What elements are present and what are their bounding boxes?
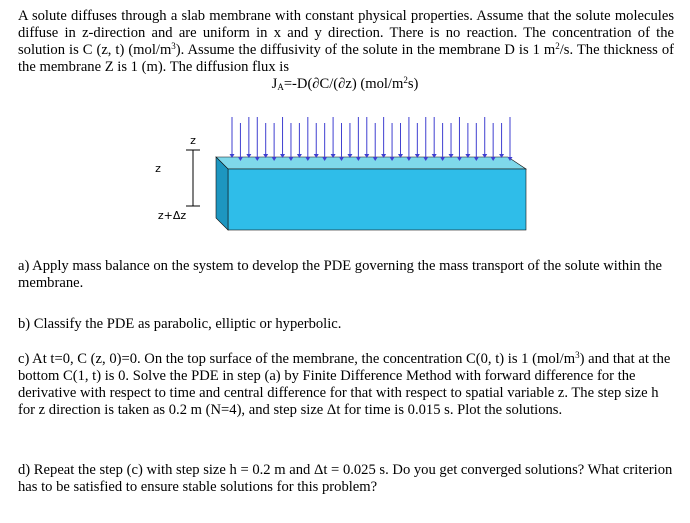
- membrane-diagram: [0, 110, 690, 240]
- flux-arrows: [230, 117, 513, 161]
- part-a: a) Apply mass balance on the system to develop the PDE governing the mass transport of the solute within the membrane.: [18, 258, 663, 291]
- part-c: c) At t=0, C (z, 0)=0. On the top surface of the membrane, the concentration C(0, t) is 1 $(mol/m^3)$ and that at the bottom C(1, t) is 0. Solve the PDE in step (a) by Finite Difference Method with forward difference for the derivative with respect to time and central difference for that with respect to spatial variable z. The step size h for z direction is taken as 0.2 m (N=4), and step size Δt for time is 0.015 s. Plot the solutions.: [18, 350, 671, 418]
- problem-intro: A solute diffuses through a slab membrane with constant physical properties. Assume that the solute molecules diffuse in z-direction and are uniform in x and y direction. There is no reaction. The concentration of the solution is C (z, t) $(mol/m^3)$. Assume the diffusivity of the solute in the membrane D is 1 $m^2/s$. The thickness of the membrane Z is 1 (m). The diffusion flux is: [18, 8, 674, 75]
- slab-top-face: [216, 157, 526, 169]
- part-b: b) Classify the PDE as parabolic, elliptic or hyperbolic.: [18, 316, 342, 332]
- slab-front-face: [228, 169, 526, 230]
- slab-side-face: [216, 157, 228, 230]
- z-top-label: z: [190, 134, 196, 147]
- flux-equation: $J_A=-D(\partial C/(\partial z)$ $(mol/m^2s)$: [271, 75, 419, 92]
- part-d: d) Repeat the step (c) with step size h = 0.2 m and Δt = 0.025 s. Do you get converged solutions? What criterion has to be satisfied to ensure stable solutions for this problem?: [18, 462, 673, 495]
- z-side-label: z: [155, 162, 161, 175]
- z-bottom-label: z+Δz: [157, 209, 187, 222]
